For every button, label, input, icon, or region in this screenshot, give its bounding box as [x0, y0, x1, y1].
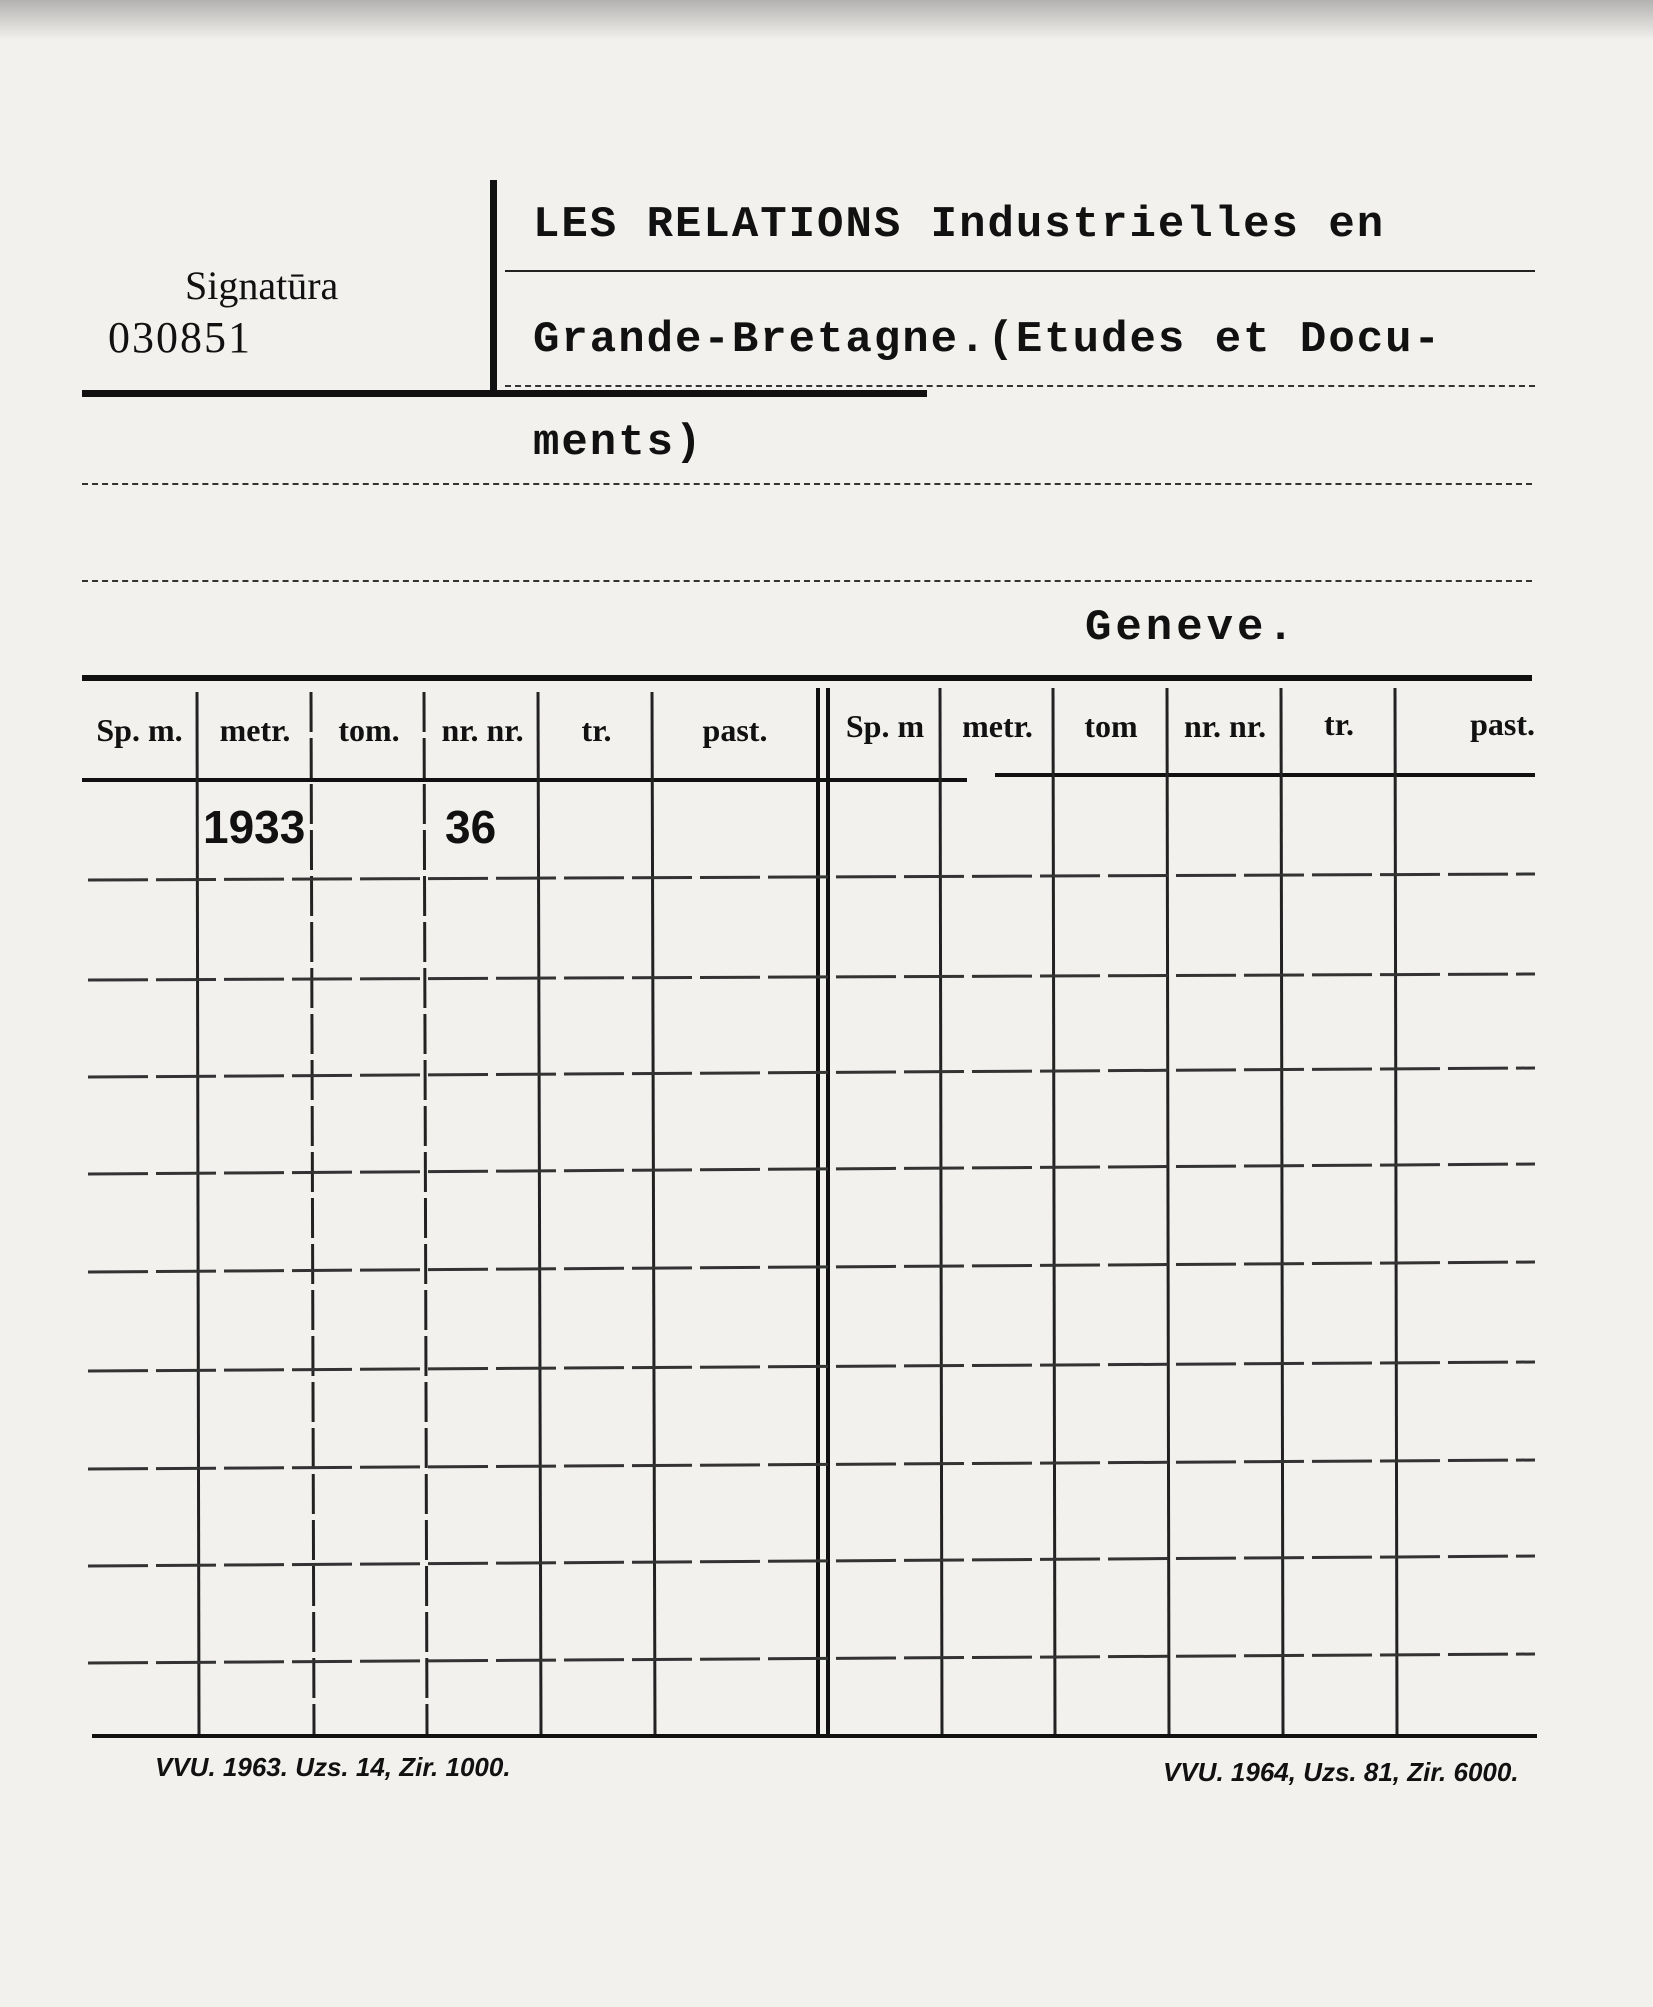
header-tr-right: tr.: [1324, 706, 1354, 742]
grid-bottom-rule: [92, 1734, 1537, 1738]
grid-row-line: [88, 1164, 1535, 1174]
grid-col-line: [197, 692, 199, 1734]
header-tom-left: tom.: [338, 712, 400, 748]
grid-col-line: [424, 692, 427, 1734]
header-metr-right: metr.: [962, 708, 1033, 744]
header-past-right: past.: [1470, 706, 1535, 742]
signature-value: 030851: [108, 313, 252, 362]
stamp-left: VVU. 1963. Uzs. 14, Zir. 1000.: [155, 1752, 511, 1782]
grid-row-line: [88, 1460, 1535, 1469]
grid-center-line-a: [816, 688, 820, 1734]
grid-row-lines: [88, 874, 1535, 1663]
grid-header-rule-right: [995, 773, 1535, 777]
header-metr-left: metr.: [219, 712, 291, 748]
header-sp-m-right: Sp. m: [845, 708, 925, 744]
grid-top-rule: [82, 675, 1532, 681]
grid-center-line-b: [826, 688, 830, 1734]
grid-col-line: [538, 692, 541, 1734]
header-nr-left: nr. nr.: [441, 712, 524, 748]
grid-row-line: [88, 1556, 1535, 1566]
grid-row-line: [88, 1654, 1535, 1663]
grid-row-line: [88, 1068, 1535, 1077]
grid-row-line: [88, 1262, 1535, 1272]
grid-row-line: [88, 874, 1535, 880]
grid-col-line: [652, 692, 655, 1734]
header-past-left: past.: [702, 712, 768, 748]
publication-place: Geneve.: [1085, 603, 1298, 653]
grid-row-line: [88, 974, 1535, 980]
grid-col-line: [1167, 688, 1169, 1734]
cell-metr-value: 1933: [203, 801, 306, 853]
signature-label: Signatūra: [185, 263, 339, 308]
grid-header-rule-left: [82, 778, 967, 782]
grid-col-line: [311, 692, 314, 1734]
title-line-3: ments): [533, 418, 704, 468]
grid-col-line: [1281, 688, 1283, 1734]
grid-col-line: [940, 688, 942, 1734]
grid-col-line: [1395, 688, 1397, 1734]
header-tr-left: tr.: [581, 712, 612, 748]
title-line-1: LES RELATIONS Industrielles en: [533, 200, 1386, 250]
grid-row-line: [88, 1362, 1535, 1371]
stamp-right: VVU. 1964, Uzs. 81, Zir. 6000.: [1163, 1757, 1519, 1787]
header-sp-m-left: Sp. m.: [96, 712, 183, 748]
grid-col-line: [1053, 688, 1055, 1734]
header-nr-right: nr. nr.: [1183, 708, 1267, 744]
header-tom-right: tom: [1084, 708, 1138, 744]
cell-nr-value: 36: [445, 801, 497, 853]
title-line-2: Grande-Bretagne.(Etudes et Docu-: [533, 315, 1442, 365]
